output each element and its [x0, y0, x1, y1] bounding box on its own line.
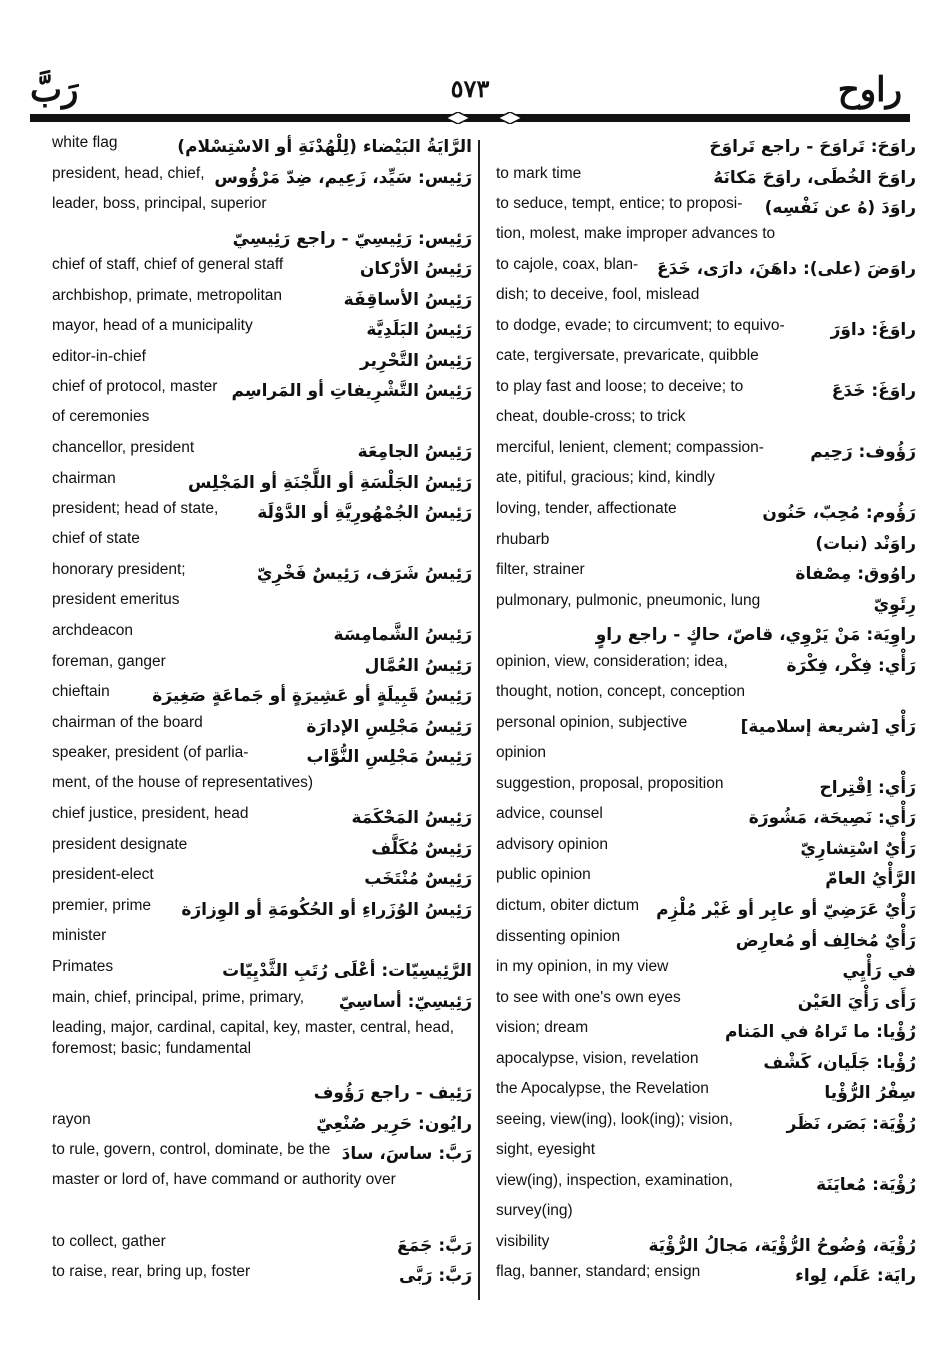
entry-english-continued: survey(ing): [496, 1201, 573, 1219]
entry-arabic: رَأْي [شريعة إسلامية]: [740, 716, 916, 737]
entry-arabic: رُؤْيا: ما تَراهُ في المَنام: [724, 1022, 916, 1043]
dictionary-entry: [52, 620, 472, 651]
entry-english: to seduce, tempt, entice; to proposi-: [496, 195, 743, 213]
entry-arabic: الرَّئِيسِيّات: أعْلَى رُتَبِ الثَّدْيِيّات: [222, 961, 472, 982]
entry-arabic: راوَنْد (نبات): [815, 533, 916, 554]
dictionary-entry: [52, 224, 472, 255]
entry-english: president designate: [52, 835, 188, 853]
dictionary-entry: [496, 498, 916, 529]
dictionary-entry: [52, 346, 472, 377]
entry-arabic: راوَحَ الخُطَى، راوَحَ مَكانَهُ: [713, 167, 916, 188]
entry-arabic: رَئِيسُ مَجْلِسِ الإدارَة: [306, 716, 472, 737]
entry-english: chairman: [52, 469, 116, 487]
dictionary-entry: [496, 1017, 916, 1048]
entry-english-continued: of ceremonies: [52, 408, 150, 426]
dictionary-entry: [52, 895, 472, 956]
dictionary-entry: [496, 895, 916, 926]
entry-english-continued: chief of state: [52, 530, 140, 548]
dictionary-entry: [496, 620, 916, 651]
entry-english: to raise, rear, bring up, foster: [52, 1263, 251, 1281]
entry-english: filter, strainer: [496, 561, 585, 579]
entry-english-continued: master or lord of, have command or authority over: [52, 1171, 396, 1189]
entry-arabic: رَئِيسُ التَّحْرِير: [360, 350, 472, 371]
dictionary-entry: [52, 498, 472, 559]
dictionary-entry: [496, 254, 916, 315]
entry-arabic: راوَحَ: تَراوَحَ - راجع تَراوَحَ: [709, 137, 916, 157]
dictionary-entry: [496, 132, 916, 163]
entry-arabic: رَئِيسٌ مُنْتَخَب: [364, 869, 472, 890]
dictionary-entry: [52, 742, 472, 803]
entry-english: to cajole, coax, blan-: [496, 256, 639, 274]
entry-arabic: رَبَّ: رَبَّى: [399, 1266, 472, 1287]
entry-english: president-elect: [52, 866, 154, 884]
entry-arabic: رَئِيسُ قَبِيلَةٍ أو عَشِيرَةٍ أو جَماعَةٍ صَغِيرَة: [152, 686, 472, 707]
entry-english: to play fast and loose; to deceive; to: [496, 378, 744, 396]
dictionary-entry: [52, 376, 472, 437]
entry-arabic: رَأْي: اِقْتِراح: [819, 777, 916, 798]
dictionary-entry: [52, 712, 472, 743]
dictionary-entry: [496, 163, 916, 194]
entry-english: dissenting opinion: [496, 927, 621, 945]
entry-arabic: رَئِيسٌ مُكَلَّف: [371, 838, 472, 859]
entry-english: pulmonary, pulmonic, pneumonic, lung: [496, 591, 761, 609]
entry-arabic: رَئِيسِيّ: أساسِيّ: [338, 991, 472, 1012]
entry-english: president; head of state,: [52, 500, 219, 518]
entry-english: chieftain: [52, 683, 110, 701]
entry-english: advisory opinion: [496, 835, 609, 853]
dictionary-entry: [496, 315, 916, 376]
entry-english-continued: cate, tergiversate, prevaricate, quibble: [496, 347, 759, 365]
entry-english: loving, tender, affectionate: [496, 500, 677, 518]
entry-arabic: رَؤُوم: مُحِبّ، حَنُون: [762, 503, 916, 524]
entry-english: editor-in-chief: [52, 347, 146, 365]
dictionary-entry: [52, 1078, 472, 1109]
entry-arabic: رَأْي: فِكْر، فِكْرَة: [786, 655, 916, 676]
entry-arabic: الرَّايَةُ البَيْضاء (لِلْهُدْنَةِ أو الاسْتِسْلام): [177, 137, 472, 157]
entry-arabic: سِفْرُ الرُّؤْيا: [824, 1083, 916, 1104]
page-number: ٥٧٣: [450, 74, 490, 103]
entry-english-continued: tion, molest, make improper advances to: [496, 225, 776, 243]
entry-arabic: رَئِيسُ البَلَدِيَّة: [366, 320, 472, 341]
entry-english: main, chief, principal, prime, primary,: [52, 988, 305, 1006]
entry-english: rayon: [52, 1110, 91, 1128]
dictionary-entry: [496, 1261, 916, 1292]
dictionary-entry: [496, 926, 916, 957]
entry-english: to dodge, evade; to circumvent; to equivo-: [496, 317, 785, 335]
dictionary-entry: [496, 864, 916, 895]
dictionary-entry: [496, 590, 916, 621]
entry-arabic: راوَضَ (على): داهَنَ، دارَى، خَدَعَ: [657, 259, 916, 280]
dictionary-entry: [52, 1231, 472, 1262]
dictionary-entry: [52, 956, 472, 987]
entry-english: dictum, obiter dictum: [496, 897, 639, 914]
dictionary-entry: [496, 529, 916, 560]
entry-arabic: رَئِيسُ الأساقِفَة: [343, 289, 472, 310]
entry-english-continued: dish; to deceive, fool, mislead: [496, 286, 700, 304]
dictionary-entry: [52, 1109, 472, 1140]
dictionary-entry: [496, 712, 916, 773]
entry-english: to see with one's own eyes: [496, 988, 681, 1006]
dictionary-entry: [52, 834, 472, 865]
dictionary-entry: [52, 1139, 472, 1231]
dictionary-entry: [52, 468, 472, 499]
entry-english: premier, prime: [52, 896, 152, 914]
entry-arabic: راوِيَة: مَنْ يَرْوِي، قاصّ، حاكٍ - راجع راوٍ: [595, 625, 916, 646]
entry-arabic: رَئِيسُ مَجْلِسِ النُّوَّاب: [306, 747, 472, 768]
entry-english-continued: leading, major, cardinal, capital, key, master, central, head, foremost; basic; fundamental: [52, 1018, 455, 1057]
entry-english: apocalypse, vision, revelation: [496, 1049, 699, 1067]
dictionary-entry: [52, 132, 472, 163]
entry-english: view(ing), inspection, examination,: [496, 1171, 733, 1189]
entry-arabic: رَئِيسُ الجُمْهُورِيَّةِ أو الدَّوْلَة: [257, 503, 472, 524]
entry-arabic: رَئِيسُ الشَّمامِسَة: [333, 625, 472, 646]
entry-arabic: رَئِيسُ العُمَّال: [364, 655, 472, 676]
entry-english: opinion, view, consideration; idea,: [496, 652, 728, 670]
entry-english: archdeacon: [52, 622, 134, 640]
page-header: [0, 0, 940, 120]
entry-english-continued: ate, pitiful, gracious; kind, kindly: [496, 469, 715, 487]
entry-english: white flag: [52, 134, 118, 151]
right-column: [496, 132, 916, 1292]
entry-english-continued: cheat, double-cross; to trick: [496, 408, 686, 426]
left-column: [52, 132, 472, 1292]
header-rule: [30, 112, 910, 120]
entry-arabic: رِئَوِيّ: [873, 594, 916, 615]
entry-english: archbishop, primate, metropolitan: [52, 286, 283, 304]
entry-arabic: رَأْيٌ عَرَضِيّ أو عابِر أو غَيْر مُلْزِم: [656, 900, 916, 920]
dictionary-entry: [496, 773, 916, 804]
dictionary-entry: [52, 437, 472, 468]
entry-english: chief justice, president, head: [52, 805, 249, 823]
entry-english: visibility: [496, 1232, 550, 1250]
entry-english: mayor, head of a municipality: [52, 317, 253, 335]
dictionary-entry: [496, 1231, 916, 1262]
entry-english: personal opinion, subjective: [496, 713, 688, 731]
dictionary-entry: [52, 285, 472, 316]
entry-arabic: رَبَّ: ساسَ، سادَ: [341, 1144, 472, 1165]
dictionary-entry: [496, 193, 916, 254]
column-divider: [478, 140, 480, 1300]
entry-arabic: رَأْيٌ مُخالِف أو مُعارِض: [735, 930, 916, 951]
guide-word-left: رَبَّ: [30, 70, 79, 110]
dictionary-entry: [496, 987, 916, 1018]
dictionary-entry: [496, 559, 916, 590]
entry-arabic: رَؤُوف: رَحِيم: [810, 442, 916, 463]
dictionary-entry: [52, 681, 472, 712]
entry-english: seeing, view(ing), look(ing); vision,: [496, 1110, 733, 1128]
entry-english: to rule, govern, control, dominate, be the: [52, 1141, 331, 1159]
entry-arabic: رَئِيسُ الوُزَراءِ أو الحُكُومَةِ أو الوِزارَة: [181, 899, 472, 920]
entry-english-continued: leader, boss, principal, superior: [52, 194, 267, 212]
entry-arabic: رَأْيٌ اسْتِشارِيّ: [800, 838, 916, 859]
entry-english-continued: minister: [52, 926, 107, 944]
entry-english: rhubarb: [496, 530, 550, 548]
dictionary-entry: [496, 1170, 916, 1231]
dictionary-entry: [496, 376, 916, 437]
entry-arabic: رَئِيسُ شَرَف، رَئِيسٌ فَخْرِيّ: [256, 564, 472, 585]
entry-english: merciful, lenient, clement; compassion-: [496, 439, 764, 457]
dictionary-entry: [52, 254, 472, 285]
entry-english: advice, counsel: [496, 805, 603, 823]
dictionary-entry: [496, 1109, 916, 1170]
entry-english: chief of protocol, master: [52, 378, 218, 396]
entry-english: flag, banner, standard; ensign: [496, 1263, 701, 1281]
entry-english-continued: ment, of the house of representatives): [52, 774, 314, 792]
dictionary-entry: [496, 1048, 916, 1079]
dictionary-entry: [496, 803, 916, 834]
entry-arabic: الرَّأْيُ العامّ: [825, 869, 916, 890]
entry-english-continued: sight, eyesight: [496, 1140, 596, 1158]
entry-english: to mark time: [496, 164, 582, 182]
entry-english: suggestion, proposal, proposition: [496, 774, 724, 792]
dictionary-entry: [496, 437, 916, 498]
dictionary-entry: [496, 956, 916, 987]
entry-english-continued: president emeritus: [52, 591, 180, 609]
dictionary-entry: [52, 163, 472, 224]
entry-arabic: راوَغَ: خَدَعَ: [831, 381, 916, 402]
entry-english: public opinion: [496, 866, 591, 884]
dictionary-entry: [52, 803, 472, 834]
dictionary-entry: [52, 1261, 472, 1292]
entry-arabic: راوُوق: مِصْفاة: [795, 564, 916, 585]
dictionary-entry: [496, 834, 916, 865]
entry-arabic: رُؤْيَة: بَصَر، نَظَر: [786, 1113, 916, 1134]
entry-arabic: رايُون: حَرِير صُنْعِيّ: [316, 1113, 472, 1134]
entry-arabic: رُؤْيَة: مُعايَنَة: [816, 1174, 916, 1195]
entry-arabic: رَئِيسُ المَحْكَمَة: [351, 808, 472, 829]
entry-english-continued: opinion: [496, 743, 546, 761]
entry-arabic: راوَغَ: داوَرَ: [830, 320, 916, 341]
entry-english: to collect, gather: [52, 1232, 166, 1250]
entry-english: the Apocalypse, the Revelation: [496, 1080, 709, 1098]
dictionary-entry: [52, 864, 472, 895]
entry-english: president, head, chief,: [52, 164, 205, 182]
entry-arabic: رَئِيسُ الجَلْسَةِ أو اللَّجْنَةِ أو المَجْلِس: [187, 472, 472, 493]
entry-arabic: في رَأْيِي: [842, 961, 916, 982]
entry-arabic: رُؤْيَة، وُضُوحُ الرُّؤْيَة، مَجالُ الرُّؤْيَة: [648, 1235, 916, 1256]
dictionary-entry: [496, 651, 916, 712]
entry-english-continued: thought, notion, concept, conception: [496, 682, 746, 700]
dictionary-entry: [496, 1078, 916, 1109]
entry-arabic: رَئِيس: سَيِّد، زَعِيم، ضِدّ مَرْؤُوس: [214, 167, 472, 188]
entry-arabic: رَئِيف - راجع رَؤُوف: [313, 1083, 472, 1104]
entry-english: in my opinion, in my view: [496, 958, 669, 976]
dictionary-entry: [52, 559, 472, 620]
entry-arabic: رَئِيسُ الأرْكان: [359, 259, 472, 280]
entry-arabic: رَبَّ: جَمَعَ: [397, 1235, 472, 1256]
entry-arabic: رَئِيسُ التَّشْرِيفاتِ أو المَراسِم: [231, 381, 472, 402]
entry-arabic: رُؤْيا: جَلَيان، كَشْف: [763, 1052, 916, 1073]
entry-english: foreman, ganger: [52, 652, 166, 670]
entry-english: chairman of the board: [52, 713, 203, 731]
entry-english: speaker, president (of parlia-: [52, 744, 249, 762]
entry-english: vision; dream: [496, 1019, 589, 1037]
entry-english: chief of staff, chief of general staff: [52, 256, 284, 274]
entry-arabic: رايَة: عَلَم، لِواء: [795, 1266, 916, 1287]
entry-english: honorary president;: [52, 561, 186, 579]
entry-arabic: رَأَى رَأْيَ العَيْن: [797, 991, 916, 1012]
entry-arabic: رَئِيسُ الجامِعَة: [357, 442, 472, 463]
entry-arabic: رَأْي: نَصِيحَة، مَشُورَة: [748, 808, 916, 829]
entry-arabic: رَئِيس: رَئِيسِيّ - راجع رَئِيسِيّ: [232, 228, 472, 249]
dictionary-entry: [52, 315, 472, 346]
entry-english: Primates: [52, 958, 114, 976]
guide-word-right: راوح: [837, 70, 902, 110]
dictionary-entry: [52, 987, 472, 1079]
entry-english: chancellor, president: [52, 439, 195, 457]
entry-arabic: راوَدَ (هُ عن نَفْسِه): [764, 198, 916, 219]
dictionary-entry: [52, 651, 472, 682]
